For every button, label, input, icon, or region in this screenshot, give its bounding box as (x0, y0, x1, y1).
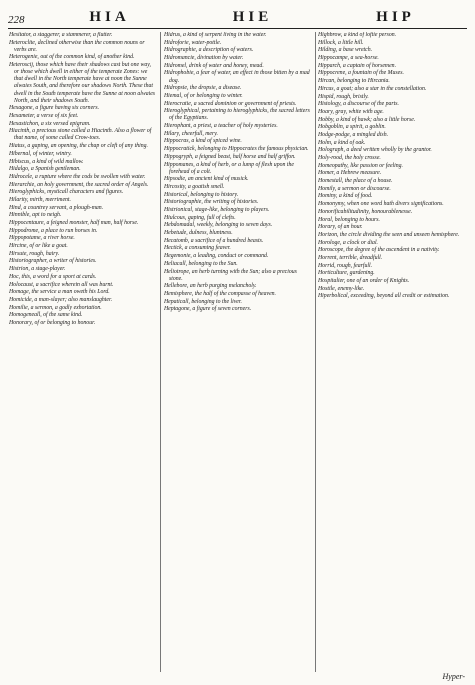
column-1 (9, 32, 157, 672)
dictionary-entry: Horizon, the circle dividing the seen and unseen hemisphere. (318, 231, 460, 238)
dictionary-entry: Hostile, enemy-like. (318, 285, 365, 292)
dictionary-entry: Horary, of an hour. (318, 224, 363, 231)
dictionary-entry: Homeopathy, like passion or feeling. (318, 162, 404, 169)
running-head-1: HIA (89, 9, 130, 25)
dictionary-entry: Hircosity, a goatish smell. (164, 183, 225, 190)
dictionary-entry: Hexagone, a figure having six corners. (9, 105, 100, 112)
dictionary-entry: Honorary, of or belonging to honour. (9, 319, 96, 326)
dictionary-entry: Hectick, a consuming feaver. (164, 245, 231, 252)
dictionary-entry: Historiographie, the writing of histories. (164, 199, 259, 206)
dictionary-entry: Homilie, a sermon, a godly exhortation. (9, 304, 102, 311)
column-2 (164, 32, 312, 672)
dictionary-entry: Hoary, gray, white with age. (318, 108, 384, 115)
dictionary-entry: Homogeneall, of the same kind. (9, 312, 83, 319)
dictionary-entry: Homer, a Hebrew measure. (318, 170, 382, 177)
dictionary-entry: Hidropsie, the dropsie, a disease. (164, 85, 242, 92)
dictionary-entry: Hierophant, a priest, a teacher of holy mysteries. (164, 123, 278, 130)
dictionary-entry: Holm, a kind of oak. (318, 139, 366, 146)
dictionary-entry: Hidromancie, divination by water. (164, 55, 244, 62)
dictionary-entry: Histrion, a stage-player. (9, 266, 66, 273)
dictionary-entry: Hircus, a goat; also a star in the constellation. (318, 85, 427, 92)
dictionary-entry: Hippodrome, a place to run horses in. (9, 227, 98, 234)
dictionary-entry: Horticulture, gardening. (318, 270, 375, 277)
dictionary-entry: Hospitalier, one of an order of Knights. (318, 278, 410, 284)
dictionary-entry: Homily, a sermon or discourse. (318, 185, 391, 192)
dictionary-entry: Horologe, a clock or dial. (318, 239, 378, 246)
dictionary-entry: Hillock, a little hill. (318, 39, 364, 46)
dictionary-entry: Hippopotame, a river horse. (9, 235, 75, 242)
dictionary-entry: Hipparch, a captain of horsemen. (318, 62, 397, 69)
dictionary-entry: Homage, the service a man oweth his Lord. (9, 289, 110, 296)
dictionary-entry: Heteroscij, those which have their shadows cast but one way, or those which dwell in either of the temperate Zones: we that dwell in the North temperate have at noon the Sunne alwaies South, and therefore our shadows North. These that dwell in the South temperate have the Sunne at noon alwaies North, and their shadows South. (9, 62, 156, 104)
dictionary-entry: Hodge-podge, a mingled dish. (318, 131, 389, 138)
dictionary-entry: Hippocentaure, a feigned monster, half man, half horse. (9, 220, 139, 227)
dictionary-entry: Homonymy, when one word hath divers significations. (318, 201, 444, 208)
dictionary-entry: Hidrus, a kind of serpent living in the water. (164, 32, 267, 38)
dictionary-entry: Hidrocele, a rupture where the cods be swollen with water. (9, 173, 146, 180)
dictionary-entry: Hiatus, a gaping, an opening, the chap or cleft of any thing. (9, 143, 148, 150)
dictionary-entry: Heliacall, belonging to the Sun. (164, 260, 238, 267)
running-head-3: HIP (376, 9, 415, 25)
dictionary-entry: Hippocampe, a sea-horse. (318, 55, 379, 62)
dictionary-entry: Hieroglyphicks, mysticall characters and figures. (9, 189, 124, 196)
dictionary-entry: Hippocratick, belonging to Hippocrates the famous physician. (164, 146, 309, 153)
dictionary-entry: Hiemal, of or belonging to winter. (164, 92, 243, 99)
dictionary-entry: Hepaticall, belonging to the liver. (164, 298, 242, 305)
dictionary-entry: Hilding, a base wretch. (318, 47, 373, 54)
dictionary-entry: Histology, a discourse of the parts. (318, 101, 399, 108)
dictionary-entry: Hesitator, a staggerer, a stammerer, a flutter. (9, 32, 113, 38)
dictionary-entry: Histrionical, stage-like, belonging to players. (164, 207, 270, 214)
dictionary-entry: Hexameter, a verse of six feet. (9, 113, 79, 119)
dictionary-entry: Hirsute, rough, hairy. (9, 250, 60, 257)
dictionary-entry: Highbrow, a kind of loftie person. (318, 32, 397, 38)
dictionary-entry: Horrid, rough, fearfull. (318, 262, 373, 269)
dictionary-entry: Heliotrope, an herb turning with the Sun; also a precious stone. (164, 268, 297, 282)
dictionary-entry: Historical, belonging to history. (164, 191, 239, 198)
dictionary-entry: Honorificabilitudinity, honourablenesse. (318, 208, 413, 215)
dictionary-entry: Holograph, a deed written wholly by the grantor. (318, 147, 432, 154)
catchword: Hyper- (442, 672, 465, 681)
running-head-2: HIE (232, 9, 273, 25)
dictionary-entry: Hexastichon, a six versed epigram. (9, 120, 91, 127)
dictionary-entry: Heteroclite, declined otherwise than the common nouns or verbs are. (9, 39, 145, 53)
dictionary-entry: Hibernal, of winter, wintry. (9, 150, 72, 157)
dictionary-entry: Holocaust, a sacrifice wherein all was burnt. (9, 281, 114, 288)
dictionary-entry: Hibiscus, a kind of wild mallow. (9, 158, 84, 165)
dictionary-entry: Hiperbolical, exceeding, beyond all credit or estimation. (318, 293, 450, 300)
dictionary-entry: Homicide, a man-slayer; also manslaughter. (9, 296, 113, 303)
dictionary-entry: Historiographer, a writer of histories. (9, 258, 97, 265)
dictionary-entry: Hippomanes, a kind of herb, or a lump of flesh upon the forehead of a colt. (164, 161, 294, 175)
dictionary-entry: Hellebore, an herb purging melancholy. (164, 283, 257, 290)
column-divider (160, 32, 161, 672)
dictionary-entry: Hippocras, a kind of spiced wine. (164, 138, 242, 145)
dictionary-entry: Hippocrene, a fountain of the Muses. (318, 70, 404, 77)
dictionary-entry: Hilary, cheerfull, mery. (164, 130, 218, 137)
dictionary-entry: Hilarity, mirth, merriment. (9, 196, 71, 203)
dictionary-entry: Heterogenie, out of the common kind, of another kind. (9, 54, 135, 61)
header-rule (8, 28, 467, 29)
dictionary-entry: Hispid, rough, bristly. (318, 93, 369, 100)
dictionary-entry: Hiacinth, a precious stone called a Hiacinth. Also a flower of that name, of some called Crow-toes. (9, 128, 152, 142)
dictionary-entry: Horal, belonging to hours. (318, 216, 380, 223)
dictionary-entry: Hobgoblin, a spirit, a goblin. (318, 124, 386, 131)
dictionary-entry: Hoc, this, a word for a sport at cards. (9, 273, 97, 280)
dictionary-entry: Hidroforie, water-pottle. (164, 39, 222, 46)
dictionary-entry: Hipsodie, an ancient kind of musick. (164, 176, 249, 183)
dictionary-entry: Hippogryph, a feigned beast, half horse and half griffon. (164, 153, 296, 160)
dictionary-entry: Hegemonie, a leading, conduct or command. (164, 253, 269, 260)
dictionary-entry: Hierocratie, a sacred dominion or government of priests. (164, 100, 297, 107)
dictionary-entry: Heptagone, a figure of seven corners. (164, 306, 252, 313)
dictionary-entry: Hircan, belonging to Hircania. (318, 78, 390, 85)
column-3 (318, 32, 468, 672)
dictionary-entry: Hidrographie, a description of waters. (164, 47, 254, 54)
dictionary-entry: Homestall, the place of a house. (318, 178, 393, 185)
dictionary-entry: Hobby, a kind of hawk; also a little horse. (318, 116, 416, 123)
dictionary-entry: Hecatomb, a sacrifice of a hundred beasts. (164, 237, 264, 244)
dictionary-entry: Hiulcous, gaping, full of clefts. (164, 214, 236, 221)
dictionary-entry: Hinnible, apt to neigh. (9, 212, 62, 219)
dictionary-entry: Hircine, of or like a goat. (9, 243, 68, 250)
dictionary-entry: Hominy, a kind of food. (318, 193, 373, 200)
dictionary-entry: Hieroglyphical, pertaining to hieroglyphicks, the sacred letters of the Egyptians. (164, 108, 310, 122)
dictionary-entry: Horrent, terrible, dreadfull. (318, 254, 383, 261)
dictionary-entry: Hind, a countrey servant, a plough-man. (9, 204, 104, 211)
dictionary-entry: Horoscope, the degree of the ascendent in a nativity. (318, 247, 440, 254)
page-number: 228 (8, 14, 25, 26)
dictionary-entry: Holy-rood, the holy crosse. (318, 155, 381, 161)
dictionary-entry: Hidrophobie, a fear of water, an effect in those bitten by a mad dog. (164, 70, 310, 84)
dictionary-entry: Hebetude, dulness, bluntness. (164, 230, 233, 237)
column-divider (315, 32, 316, 672)
dictionary-entry: Hebdomadal, weekly, belonging to seven days. (164, 222, 273, 229)
page-header (8, 6, 467, 26)
dictionary-entry: Hidromel, drink of water and honey, mead. (164, 62, 264, 69)
dictionary-entry: Hierarchie, an holy government, the sacred order of Angels. (9, 181, 149, 188)
dictionary-entry: Hemisphere, the half of the compasse of heaven. (164, 291, 276, 297)
dictionary-entry: Hidalgo, a Spanish gentleman. (9, 166, 81, 173)
